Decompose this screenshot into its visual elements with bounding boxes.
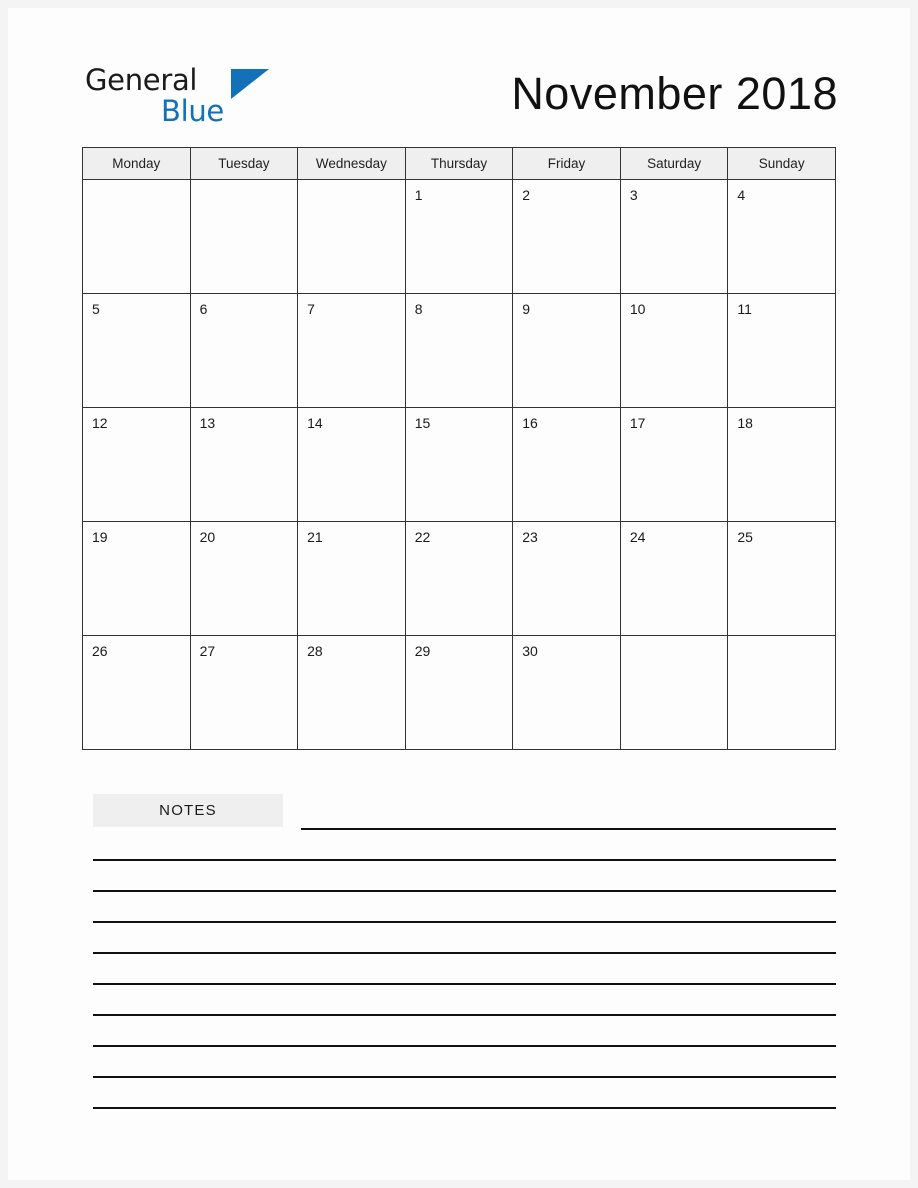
page-header — [8, 8, 910, 148]
notes-line[interactable] — [93, 1107, 836, 1109]
calendar-day-cell[interactable] — [298, 294, 406, 408]
day-number: 6 — [199, 301, 208, 317]
day-number — [621, 636, 728, 643]
calendar-week-row — [83, 294, 836, 408]
day-number: 16 — [522, 415, 538, 431]
day-number: 26 — [92, 643, 108, 659]
notes-line[interactable] — [93, 983, 836, 985]
notes-line[interactable] — [93, 859, 836, 861]
notes-label-box — [93, 794, 283, 827]
day-number: 17 — [629, 415, 646, 431]
day-number — [298, 180, 405, 187]
day-number: 21 — [307, 529, 323, 545]
calendar-day-cell[interactable] — [190, 522, 298, 636]
weekday-header-saturday: Saturday — [620, 148, 728, 180]
calendar-week-row — [83, 408, 836, 522]
notes-line[interactable] — [93, 1076, 836, 1078]
calendar-day-cell[interactable] — [190, 408, 298, 522]
weekday-header-sunday: Sunday — [728, 148, 836, 180]
day-number: 4 — [737, 187, 746, 203]
calendar-grid — [82, 147, 836, 750]
calendar-day-cell[interactable] — [405, 522, 513, 636]
calendar-day-cell[interactable] — [405, 408, 513, 522]
day-number: 3 — [629, 187, 638, 203]
day-number: 23 — [522, 529, 538, 545]
day-number: 28 — [307, 643, 323, 659]
day-number — [191, 180, 298, 187]
calendar-day-cell[interactable] — [405, 180, 513, 294]
notes-line[interactable] — [93, 921, 836, 923]
calendar-day-cell[interactable] — [513, 522, 621, 636]
calendar-day-cell[interactable] — [83, 636, 191, 750]
notes-line[interactable] — [93, 890, 836, 892]
notes-line[interactable] — [93, 1045, 836, 1047]
weekday-header-monday: Monday — [83, 148, 191, 180]
calendar-day-cell[interactable] — [728, 180, 836, 294]
calendar-day-cell[interactable] — [620, 522, 728, 636]
page-title: November 2018 — [511, 68, 838, 119]
day-number: 7 — [307, 301, 315, 317]
day-number: 14 — [307, 415, 323, 431]
calendar-day-cell[interactable] — [513, 408, 621, 522]
day-number: 18 — [737, 415, 753, 431]
logo-triangle-icon — [231, 69, 269, 99]
calendar-day-cell[interactable] — [513, 180, 621, 294]
day-number: 9 — [522, 301, 531, 317]
calendar-week-row — [83, 180, 836, 294]
day-number: 29 — [414, 643, 431, 659]
day-number: 1 — [414, 187, 423, 203]
calendar-day-cell[interactable] — [620, 180, 728, 294]
calendar-day-cell[interactable] — [513, 294, 621, 408]
day-number: 25 — [737, 529, 753, 545]
day-number: 11 — [737, 301, 752, 317]
calendar-header-row — [83, 148, 836, 180]
day-number: 2 — [522, 187, 531, 203]
calendar-day-cell[interactable] — [298, 636, 406, 750]
calendar-day-cell[interactable] — [190, 636, 298, 750]
calendar-day-cell[interactable] — [728, 522, 836, 636]
day-number: 8 — [414, 301, 423, 317]
calendar-day-cell[interactable] — [405, 636, 513, 750]
day-number: 12 — [92, 415, 108, 431]
calendar-day-cell[interactable] — [298, 408, 406, 522]
calendar-day-cell[interactable] — [728, 408, 836, 522]
day-number: 24 — [629, 529, 646, 545]
calendar-day-cell[interactable] — [298, 180, 406, 294]
notes-line[interactable] — [93, 1014, 836, 1016]
day-number: 5 — [92, 301, 100, 317]
calendar-day-cell[interactable] — [83, 294, 191, 408]
calendar-day-cell[interactable] — [620, 294, 728, 408]
calendar-page — [8, 8, 910, 1180]
calendar-day-cell[interactable] — [513, 636, 621, 750]
calendar-day-cell[interactable] — [83, 408, 191, 522]
day-number: 15 — [414, 415, 431, 431]
calendar-day-cell[interactable] — [83, 180, 191, 294]
weekday-header-wednesday: Wednesday — [298, 148, 406, 180]
day-number: 19 — [92, 529, 108, 545]
day-number: 13 — [199, 415, 216, 431]
calendar-day-cell[interactable] — [190, 180, 298, 294]
notes-line[interactable] — [93, 952, 836, 954]
calendar-day-cell[interactable] — [728, 636, 836, 750]
logo-text-blue: Blue — [161, 94, 224, 128]
calendar-day-cell[interactable] — [405, 294, 513, 408]
calendar-day-cell[interactable] — [190, 294, 298, 408]
calendar-day-cell[interactable] — [728, 294, 836, 408]
notes-label-text: NOTES — [159, 802, 217, 819]
calendar-day-cell[interactable] — [298, 522, 406, 636]
day-number — [728, 636, 835, 643]
weekday-header-friday: Friday — [513, 148, 621, 180]
logo-text-general: General — [85, 63, 198, 97]
weekday-header-tuesday: Tuesday — [190, 148, 298, 180]
day-number: 10 — [629, 301, 646, 317]
calendar-day-cell[interactable] — [620, 408, 728, 522]
weekday-header-thursday: Thursday — [405, 148, 513, 180]
calendar-day-cell[interactable] — [620, 636, 728, 750]
day-number: 22 — [414, 529, 431, 545]
day-number — [83, 180, 190, 187]
notes-line[interactable] — [301, 828, 836, 830]
day-number: 27 — [199, 643, 216, 659]
day-number: 30 — [522, 643, 538, 659]
calendar-week-row — [83, 636, 836, 750]
general-blue-logo — [83, 63, 303, 135]
calendar-week-row — [83, 522, 836, 636]
day-number: 20 — [199, 529, 216, 545]
calendar-day-cell[interactable] — [83, 522, 191, 636]
